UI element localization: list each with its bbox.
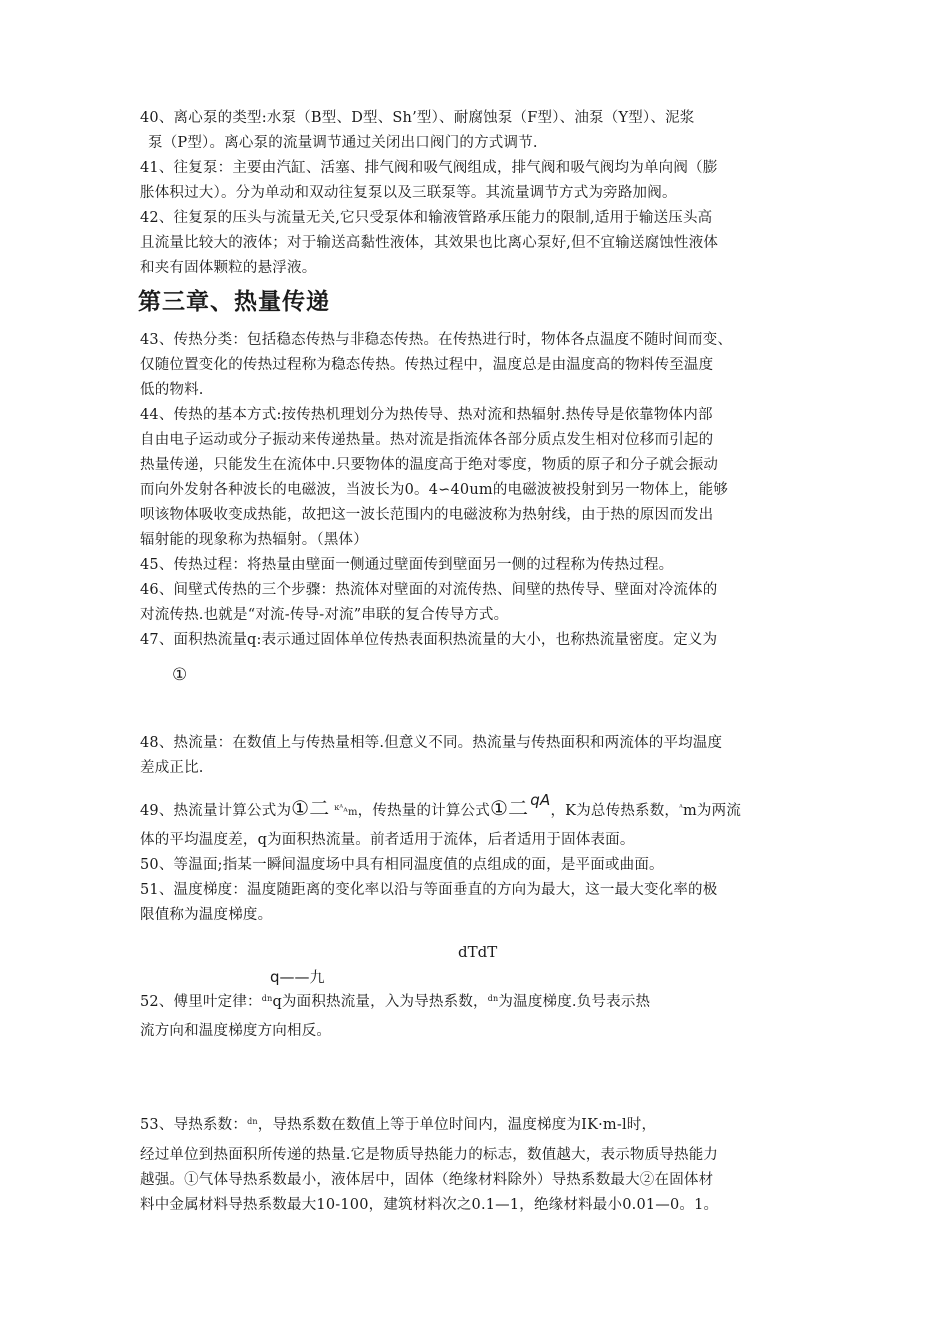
paragraph-47: 47、面积热流量q:表示通过固体单位传热表面积热流量的大小，也称热流量密度。定义为 [140,632,718,648]
paragraph-51-line-1: 51、温度梯度：温度随距离的变化率以沿与等面垂直的方向为最大，这一最大变化率的极 [140,882,718,898]
chapter-heading: 第三章、热量传递 [138,289,330,315]
paragraph-53-line-1 [140,1110,656,1137]
paragraph-43-line-3: 低的物料. [140,382,204,398]
p52-text-b: q为面积热流量，入为导热系数， [272,994,488,1010]
p53-text-a: 53、导热系数： [140,1117,248,1133]
p49-text-c: ，K为总传热系数， [550,803,680,819]
paragraph-43-line-2: 仅随位置变化的传热过程称为稳态传热。传热过程中，温度总是由温度高的物料传至温度 [140,357,714,373]
formula-symbol: ① [172,665,188,685]
p49-subscript-c: ᴬ [679,803,683,812]
p53-dn: dn [247,1117,258,1126]
paragraph-50: 50、等温面;指某一瞬间温度场中具有相同温度值的点组成的面，是平面或曲面。 [140,857,664,873]
paragraph-46-line-2: 对流传热.也就是“对流-传导-对流”串联的复合传导方式。 [140,607,509,623]
paragraph-53-line-2: 经过单位到热面积所传递的热量.它是物质导热能力的标志，数值越大，表示物质导热能力 [140,1147,719,1163]
paragraph-40-line-1: 40、离心泵的类型:水泵（B型、D型、Sh’型）、耐腐蚀泵（F型）、油泵（Y型）、泥浆 [140,110,695,126]
paragraph-44-line-5: 呗该物体吸收变成热能，故把这一波长范围内的电磁波称为热射线，由于热的原因而发出 [140,507,714,523]
paragraph-44-line-2: 自由电子运动或分子振动来传递热量。热对流是指流体各部分质点发生相对位移而引起的 [140,432,714,448]
paragraph-46-line-1: 46、间壁式传热的三个步骤：热流体对壁面的对流传热、间壁的热传导、壁面对冷流体的 [140,582,718,598]
paragraph-44-line-6: 辐射能的现象称为热辐射。（黑体） [140,532,368,548]
paragraph-42-line-1: 42、往复泵的压头与流量无关,它只受泵体和输液管路承压能力的限制,适用于输送压头高 [140,210,713,226]
paragraph-42-line-3: 和夹有固体颗粒的悬浮液。 [140,260,317,276]
p49-subscript-b: ᴬm [343,807,358,818]
paragraph-51-line-2: 限值称为温度梯度。 [140,907,273,923]
p53-text-b: ，导热系数在数值上等于单位时间内，温度梯度为IK·m-l时， [257,1117,657,1133]
paragraph-52-line-1 [140,987,650,1014]
p49-formula-a: ①二 [291,796,330,820]
paragraph-44-line-4: 而向外发射各种波长的电磁波，当波长为0。4∽40um的电磁波被投射到另一物体上，能够 [140,482,729,498]
paragraph-48-line-1: 48、热流量：在数值上与传热量相等.但意义不同。热流量与传热面积和两流体的平均温度 [140,735,723,751]
paragraph-49-line-2: 体的平均温度差，q为面积热流量。前者适用于流体，后者适用于固体表面。 [140,832,635,848]
p49-subscript-a: ĸᴬ [334,803,344,812]
paragraph-43-line-1: 43、传热分类：包括稳态传热与非稳态传热。在传热进行时，物体各点温度不随时间而变、 [140,332,733,348]
p49-formula-b: ①二 [489,796,529,820]
p49-text-a: 49、热流量计算公式为 [140,803,292,819]
paragraph-42-line-2: 且流量比较大的液体；对于输送高黏性液体，其效果也比离心泵好,但不宜输送腐蚀性液体 [140,235,719,251]
p49-text-d: m为两流 [682,803,742,819]
fourier-formula: q——九 [270,968,325,986]
paragraph-53-line-3: 越强。①气体导热系数最小，液体居中，固体（绝缘材料除外）导热系数最大②在固体材 [140,1172,714,1188]
paragraph-40-line-2: 泵（P型）。离心泵的流量调节通过关闭出口阀门的方式调节. [148,135,538,151]
p52-dn-b: dn [487,994,499,1003]
p52-text-c: 为温度梯度.负号表示热 [498,994,651,1010]
paragraph-48-line-2: 差成正比. [140,760,204,776]
p49-formula-qa: qA [530,791,551,809]
paragraph-44-line-1: 44、传热的基本方式:按传热机理划分为热传导、热对流和热辐射.热传导是依靠物体内部 [140,407,713,423]
paragraph-49-line-1 [140,791,742,825]
paragraph-41-line-1: 41、往复泵：主要由汽缸、活塞、排气阀和吸气阀组成，排气阀和吸气阀均为单向阀（膨 [140,160,718,176]
paragraph-53-line-4: 料中金属材料导热系数最大10-100，建筑材料次之0.1—1，绝缘材料最小0.01—0。1。 [140,1197,719,1213]
paragraph-52-line-2: 流方向和温度梯度方向相反。 [140,1023,332,1039]
p49-text-b: ，传热量的计算公式 [357,803,490,819]
paragraph-45: 45、传热过程：将热量由壁面一侧通过壁面传到壁面另一侧的过程称为传热过程。 [140,557,674,573]
p52-dn-a: dn [261,994,273,1003]
fourier-fraction-numerators: dTdT [458,943,498,961]
paragraph-44-line-3: 热量传递，只能发生在流体中.只要物体的温度高于绝对零度，物质的原子和分子就会振动 [140,457,719,473]
p52-text-a: 52、傅里叶定律： [140,994,262,1010]
paragraph-41-line-2: 胀体积过大）。分为单动和双动往复泵以及三联泵等。其流量调节方式为旁路加阀。 [140,185,677,201]
